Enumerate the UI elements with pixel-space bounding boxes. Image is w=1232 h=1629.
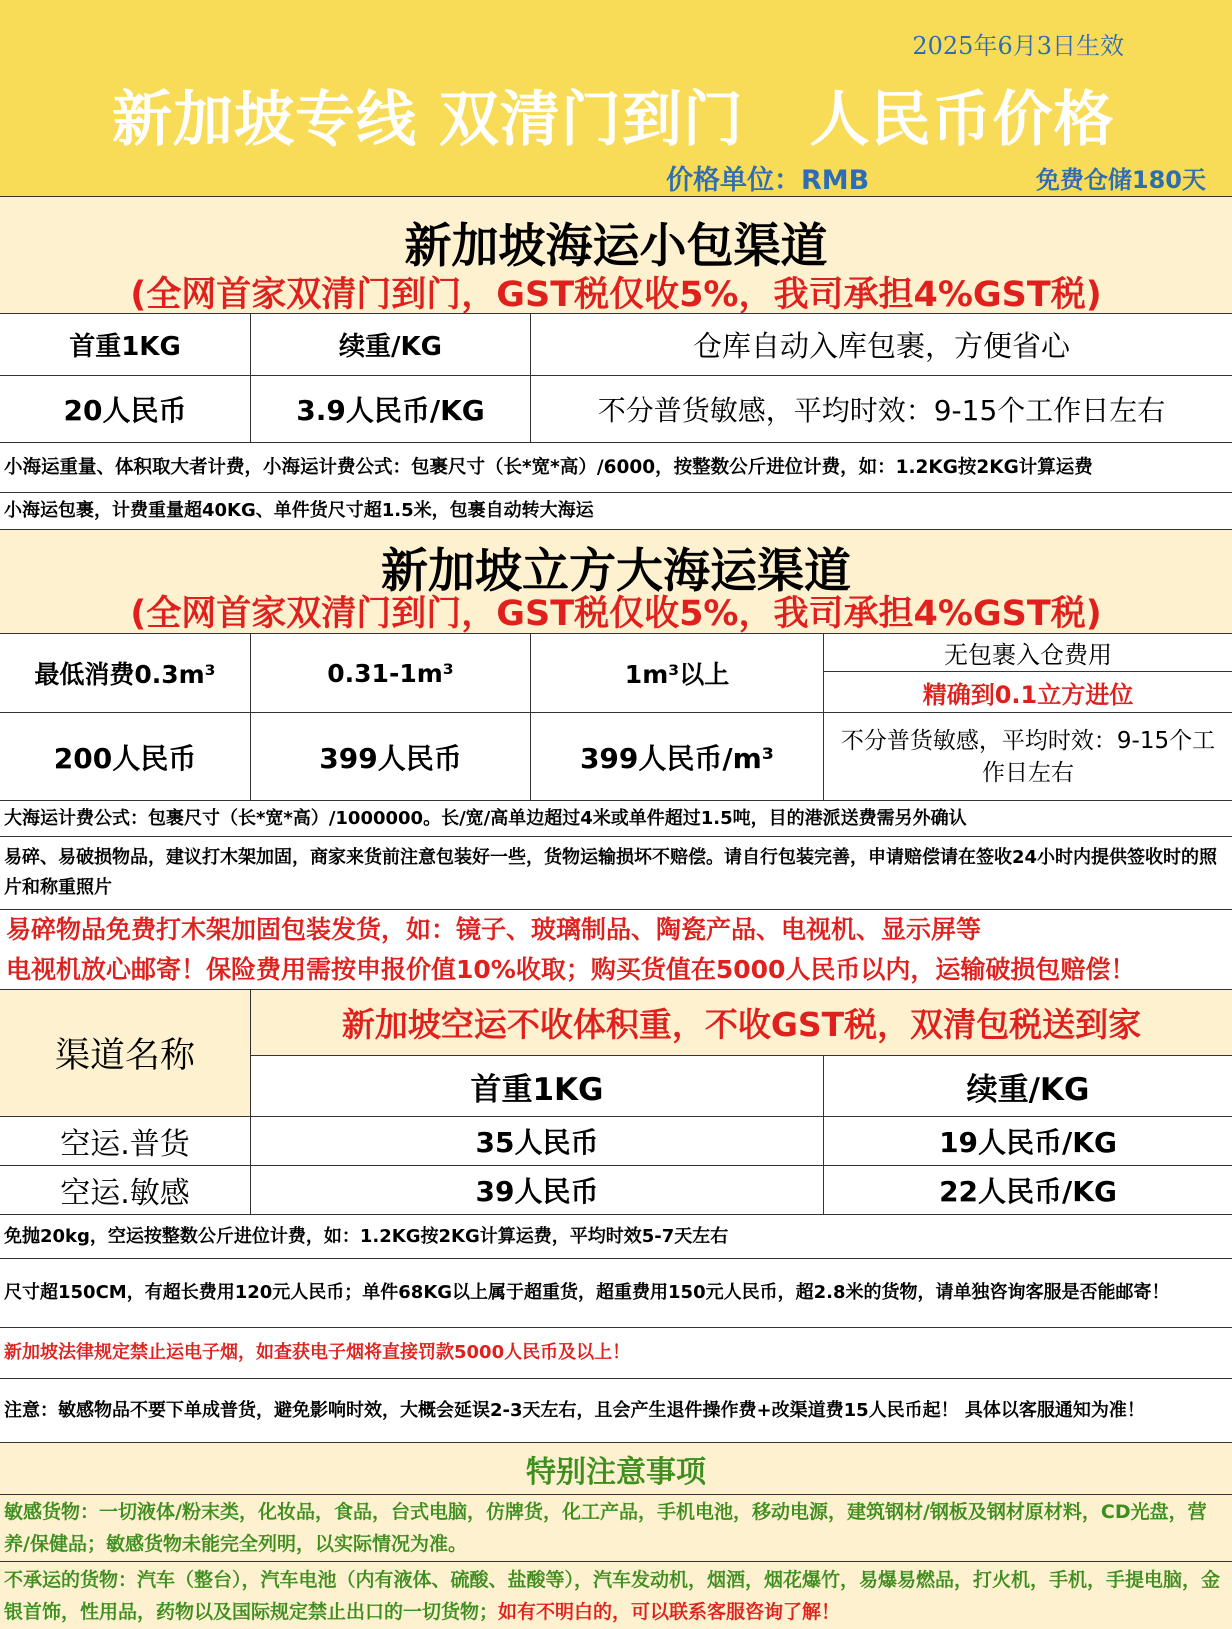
air-billing-note: 免抛20kg，空运按整数公斤进位计费，如：1.2KG按2KG计算运费，平均时效5-7天左右 (4, 1225, 729, 1247)
special-banned-text: 不承运的货物：汽车（整台），汽车电池（内有液体、硫酸、盐酸等），汽车发动机，烟酒，烟花爆竹，易爆易燃品，打火机，手机，手提电脑，金银首饰，性用品，药物以及国际规定禁止出口的一切货物； (4, 1569, 1221, 1623)
air-channel-label: 渠道名称 (0, 990, 251, 1117)
special-title: 特别注意事项 (526, 1454, 706, 1490)
sea-small-heading (0, 196, 1232, 314)
sea-small-convert-note: 小海运包裹，计费重量超40KG、单件货尺寸超1.5米，包裹自动转大海运 (4, 500, 594, 521)
air-note-row-4 (0, 1379, 1232, 1443)
sea-big-rounding-rule: 精确到0.1立方进位 (922, 680, 1134, 709)
page-title: 新加坡专线 双清门到门 人民币价格 (112, 85, 1115, 155)
special-contact-note: 如有不明白的，可以联系客服咨询了解！ (498, 1601, 841, 1623)
sea-big-heading (0, 530, 1232, 634)
air-note-row-3 (0, 1328, 1232, 1379)
sea-small-billing-note: 小海运重量、体积取大者计费，小海运计费公式：包裹尺寸（长*宽*高）/6000，按整数公斤进位计费，如：1.2KG按2KG计算运费 (4, 456, 1093, 478)
air-row-next-price: 19人民币/KG (939, 1126, 1117, 1159)
air-headline: 新加坡空运不收体积重，不收GST税，双清包税送到家 (251, 990, 1232, 1056)
sea-big-title: 新加坡立方大海运渠道 (381, 544, 851, 599)
sea-big-billing-note: 大海运计费公式：包裹尺寸（长*宽*高）/1000000。长/宽/高单边超过4米或单件超过1.5吨，目的港派送费需另外确认 (4, 807, 967, 829)
sea-small-header-row (0, 314, 1232, 376)
air-row-general (0, 1117, 1232, 1166)
sea-small-note-row-2 (0, 493, 1232, 530)
sea-small-title: 新加坡海运小包渠道 (404, 219, 828, 274)
sea-small-first-weight-head: 首重1KG (0, 314, 251, 375)
air-sensitive-warning: 注意：敏感物品不要下单成普货，避免影响时效，大概会延误2-3天左右，且会产生退件操作费+改渠道费15人民币起！ 具体以客服通知为准！ (4, 1399, 1145, 1421)
sea-big-note-row-2 (0, 837, 1232, 910)
special-banned-goods (0, 1562, 1232, 1629)
air-next-weight-head: 续重/KG (824, 1056, 1232, 1117)
effective-date: 2025年6月3日生效 (912, 32, 1124, 60)
sea-big-tier3-price: 399人民币/m³ (531, 713, 824, 800)
special-sensitive-row (0, 1495, 1232, 1562)
air-row-name: 空运.普货 (0, 1117, 251, 1165)
sea-big-promo-crating: 易碎物品免费打木架加固包装发货，如：镜子、玻璃制品、陶瓷产品、电视机、显示屏等 (6, 914, 982, 944)
air-note-row (0, 1215, 1232, 1259)
sea-big-min-charge-price: 200人民币 (0, 713, 251, 800)
sea-big-note-row (0, 801, 1232, 837)
sea-big-subtitle: (全网首家双清门到门，GST税仅收5%，我司承担4%GST税) (130, 594, 1102, 634)
special-banned-row (0, 1562, 1232, 1629)
air-note-row-2 (0, 1259, 1232, 1328)
sea-big-header-row (0, 634, 1232, 713)
sea-big-promo-row (0, 910, 1232, 990)
special-sensitive-goods: 敏感货物：一切液体/粉末类，化妆品，食品，台式电脑，仿牌货，化工产品，手机电池，移动电源，建筑钢材/钢板及钢材原材料，CD光盘，营养/保健品；敏感货物未能完全列明，以实际情况为准。 (4, 1501, 1207, 1555)
sea-big-value-row (0, 713, 1232, 801)
sea-small-next-weight-head: 续重/KG (251, 314, 531, 375)
sea-big-tier3-head: 1m³以上 (531, 634, 824, 712)
sea-small-subtitle: (全网首家双清门到门，GST税仅收5%，我司承担4%GST税) (130, 275, 1102, 315)
sea-big-no-warehouse-fee: 无包裹入仓费用 (824, 634, 1232, 672)
air-ecig-warning: 新加坡法律规定禁止运电子烟，如查获电子烟将直接罚款5000人民币及以上！ (4, 1342, 631, 1363)
air-row-first-price: 35人民币 (251, 1117, 824, 1165)
sea-small-note-row (0, 443, 1232, 493)
sea-small-next-weight-price: 3.9人民币/KG (251, 376, 531, 442)
sea-small-warehouse-note: 仓库自动入库包裹，方便省心 (692, 329, 1070, 363)
sea-big-promo (0, 910, 1232, 989)
free-storage: 免费仓储180天 (1035, 166, 1206, 194)
sea-big-promo-insurance: 电视机放心邮寄！保险费用需按申报价值10%收取；购买货值在5000人民币以内，运输破损包赔偿！ (6, 954, 1136, 984)
sea-big-fragile-note: 易碎、易破损物品，建议打木架加固，商家来货前注意包装好一些，货物运输损坏不赔偿。请自行包装完善，申请赔偿请在签收24小时内提供签收时的照片和称重照片 (4, 847, 1218, 898)
sea-small-value-row (0, 376, 1232, 443)
sea-big-tier2-head: 0.31-1m³ (251, 634, 531, 712)
sea-small-first-weight-price: 20人民币 (0, 376, 251, 442)
air-row-name: 空运.敏感 (0, 1166, 251, 1214)
air-header-block (0, 990, 1232, 1117)
header-banner (0, 0, 1232, 196)
air-oversize-note: 尺寸超150CM，有超长费用120元人民币；单件68KG以上属于超重货，超重费用150元人民币，超2.8米的货物，请单独咨询客服是否能邮寄！ (4, 1282, 1170, 1303)
air-first-weight-head: 首重1KG (251, 1056, 824, 1117)
sea-big-min-charge-head: 最低消费0.3m³ (0, 634, 251, 712)
air-row-sensitive (0, 1166, 1232, 1215)
air-row-first-price: 39人民币 (251, 1166, 824, 1214)
air-row-next-price: 22人民币/KG (939, 1175, 1117, 1208)
special-heading-row (0, 1443, 1232, 1495)
sea-big-transit-time: 不分普货敏感，平均时效：9-15个工作日左右 (840, 727, 1216, 786)
sea-small-transit-time: 不分普货敏感，平均时效：9-15个工作日左右 (597, 394, 1166, 427)
sea-big-extra-head (824, 634, 1232, 712)
sea-big-tier2-price: 399人民币 (251, 713, 531, 800)
price-unit: 价格单位：RMB (666, 165, 870, 196)
